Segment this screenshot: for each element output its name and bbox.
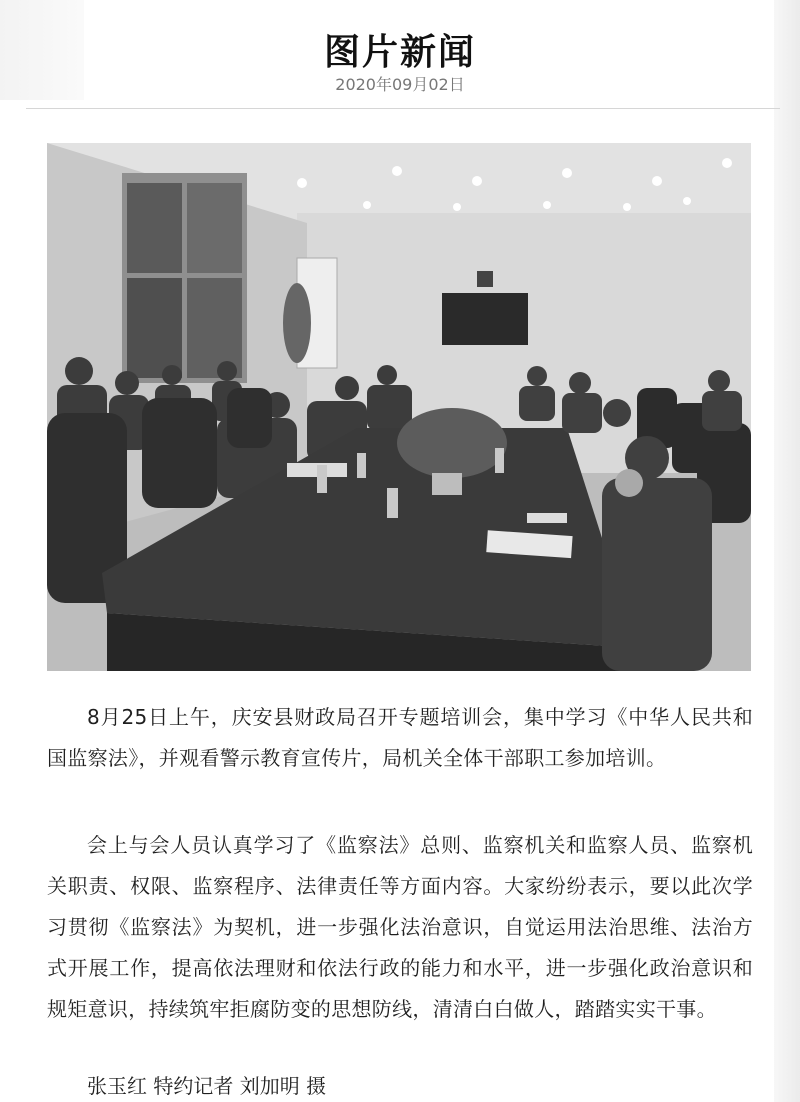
article-paragraph: 8月25日上午，庆安县财政局召开专题培训会，集中学习《中华人民共和国监察法》，并观看警示教育宣传片，局机关全体干部职工参加培训。: [47, 705, 753, 770]
scrollbar-track[interactable]: [774, 0, 800, 1102]
publish-date: 2020年09月02日: [335, 75, 465, 94]
article-paragraph: 会上与会人员认真学习了《监察法》总则、监察机关和监察人员、监察机关职责、权限、监察程序、法律责任等方面内容。大家纷纷表示，要以此次学习贯彻《监察法》为契机，进一步强化法治意识，自觉运用法治思维、法治方式开展工作，提高依法理财和依法行政的能力和水平，进一步强化政治意识和规矩意识，持续筑牢拒腐防变的思想防线，清清白白做人，踏踏实实干事。: [47, 833, 753, 1021]
page-title: 图片新闻: [323, 32, 476, 74]
photo-credit: 张玉红 特约记者 刘加明 摄: [87, 1074, 327, 1098]
divider: [26, 108, 780, 109]
news-photo: [47, 143, 751, 671]
